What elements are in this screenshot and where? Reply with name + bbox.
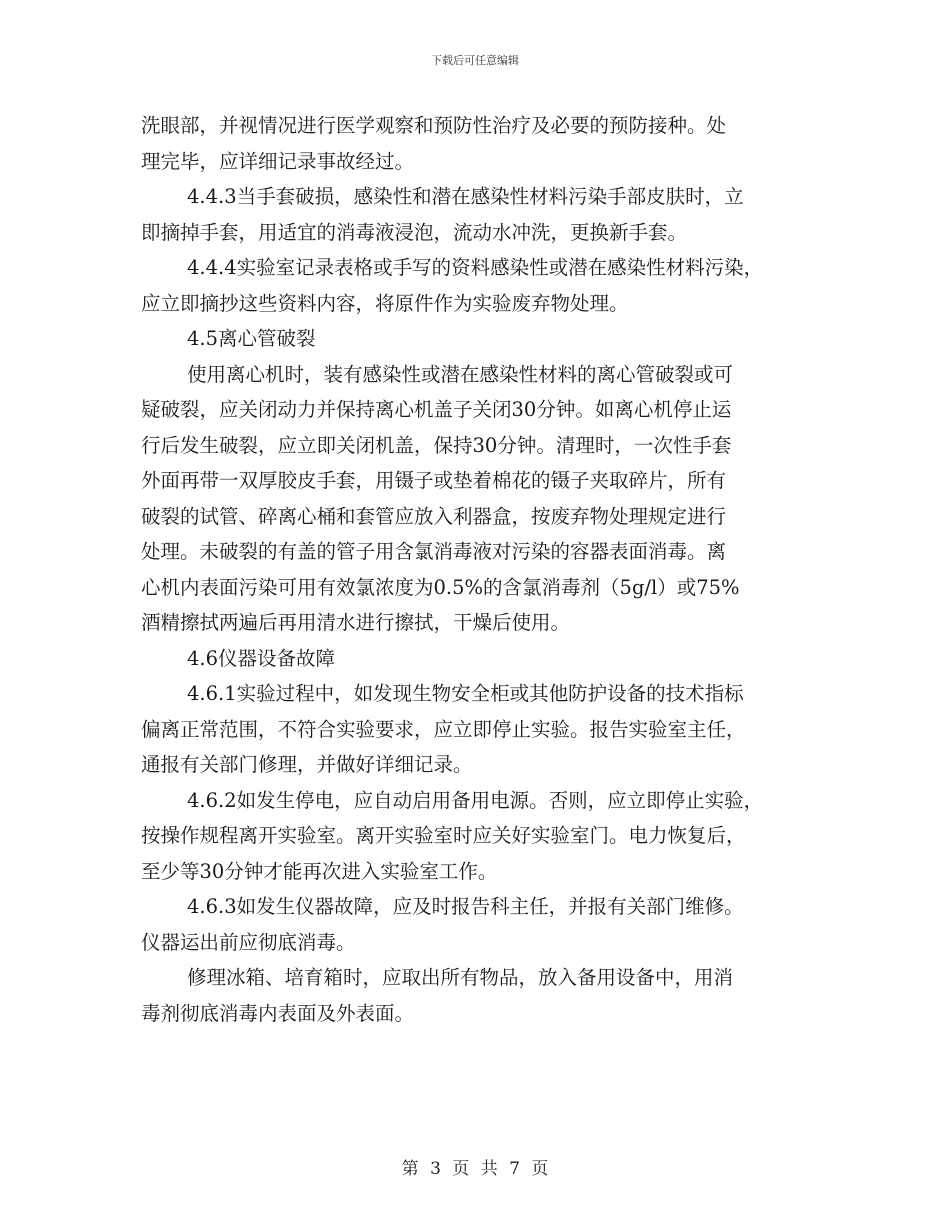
text-line: 理完毕，应详细记录事故经过。 [141,149,415,173]
text-line: 疑破裂，应关闭动力并保持离心机盖子关闭30分钟。如离心机停止运 [141,398,732,421]
text-line: 4.6.3如发生仪器故障，应及时报告科主任，并报有关部门维修。 [187,895,744,918]
text-line: 外面再带一双厚胶皮手套，用镊子或垫着棉花的镊子夹取碎片，所有 [141,469,727,492]
text-line: 应立即摘抄这些资料内容，将原件作为实验废弃物处理。 [141,291,629,315]
text-line: 4.6.1实验过程中，如发现生物安全柜或其他防护设备的技术指标 [187,682,744,705]
page-footer: 第 3 页 共 7 页 [401,1159,549,1179]
text-line: 通报有关部门修理，并做好详细记录。 [141,753,473,776]
text-line: 修理冰箱、培育箱时，应取出所有物品，放入备用设备中，用消 [187,966,734,989]
document-body [141,108,821,1031]
text-line: 仪器运出前应彻底消毒。 [141,930,356,954]
text-line: 4.5离心管破裂 [187,327,316,350]
text-line: 毒剂彻底消毒内表面及外表面。 [141,1001,415,1025]
text-line: 酒精擦拭两遍后再用清水进行擦拭，干燥后使用。 [141,611,571,634]
text-line: 处理。未破裂的有盖的管子用含氯消毒液对污染的容器表面消毒。离 [141,540,727,563]
text-line: 心机内表面污染可用有效氯浓度为0.5%的含氯消毒剂（5g/l）或75% [141,575,740,599]
text-line: 破裂的试管、碎离心桶和套管应放入利器盒，按废弃物处理规定进行 [141,504,727,528]
page-header: 下载后可任意编辑 [431,54,519,67]
text-line: 至少等30分钟才能再次进入实验室工作。 [141,859,498,883]
text-line: 4.6仪器设备故障 [187,646,336,670]
text-line: 4.4.3当手套破损，感染性和潜在感染性材料污染手部皮肤时，立 [187,185,744,208]
text-line: 洗眼部，并视情况进行医学观察和预防性治疗及必要的预防接种。处 [141,114,727,137]
text-line: 即摘掉手套，用适宜的消毒液浸泡，流动水冲洗，更换新手套。 [141,220,688,244]
text-line: 按操作规程离开实验室。离开实验室时应关好实验室门。电力恢复后， [141,824,746,847]
text-line: 偏离正常范围，不符合实验要求，应立即停止实验。报告实验室主任， [141,717,746,741]
text-line: 行后发生破裂，应立即关闭机盖，保持30分钟。清理时，一次性手套 [141,433,732,457]
text-line: 4.4.4实验室记录表格或手写的资料感染性或潜在感染性材料污染， [187,256,764,279]
text-line: 4.6.2如发生停电，应自动启用备用电源。否则，应立即停止实验， [187,788,764,812]
text-line: 使用离心机时，装有感染性或潜在感染性材料的离心管破裂或可 [187,362,734,386]
